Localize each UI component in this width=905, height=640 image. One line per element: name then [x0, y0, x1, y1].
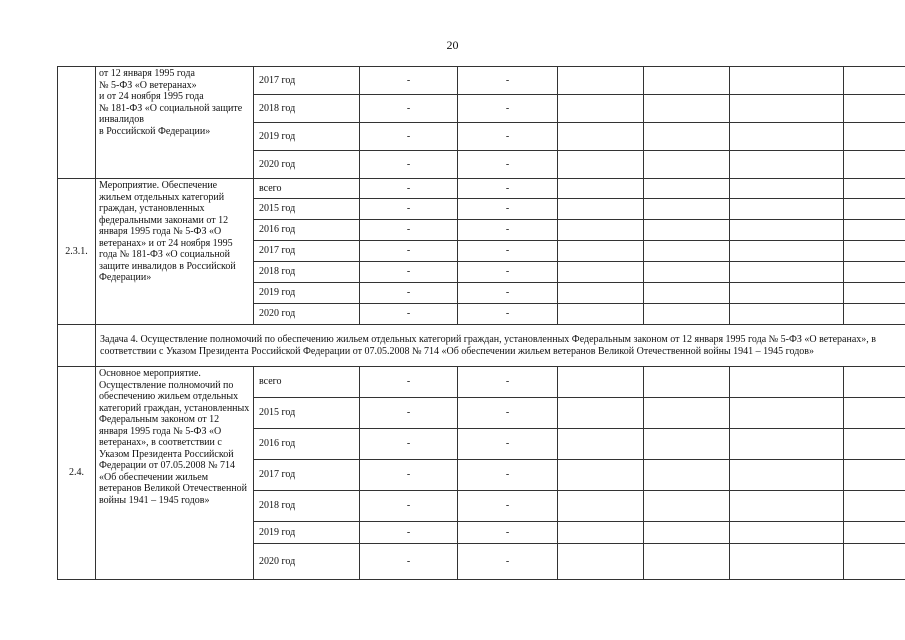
value-cell: - — [360, 199, 458, 220]
value-cell: - — [458, 429, 558, 460]
row-number: 2.4. — [58, 367, 96, 580]
empty-cell — [730, 429, 844, 460]
empty-cell — [558, 367, 644, 398]
empty-cell — [558, 95, 644, 123]
period-cell: 2020 год — [254, 151, 360, 179]
value-cell: - — [458, 283, 558, 304]
value-cell: - — [360, 283, 458, 304]
empty-cell — [558, 67, 644, 95]
value-cell: - — [360, 179, 458, 199]
empty-cell — [730, 398, 844, 429]
empty-cell — [730, 491, 844, 522]
measure-name: Основное мероприятие. Осуществление полномочий по обеспечению жильем отдельных категорий граждан, установленных Федеральным законом от 12 января 1995 года № 5-ФЗ «О ветеранах», в соответствии с Указом Президента Российской Федерации от 07.05.2008 № 714 «Об обеспечении жильем ветеранов Великой Отечественной войны 1941 – 1945 годов» — [96, 367, 254, 580]
empty-cell — [844, 398, 905, 429]
value-cell: - — [458, 67, 558, 95]
period-cell: 2019 год — [254, 283, 360, 304]
empty-cell — [644, 522, 730, 544]
empty-cell — [558, 429, 644, 460]
empty-cell — [730, 367, 844, 398]
value-cell: - — [458, 151, 558, 179]
value-cell: - — [458, 460, 558, 491]
value-cell: - — [360, 67, 458, 95]
empty-cell — [844, 283, 905, 304]
empty-cell — [644, 151, 730, 179]
value-cell: - — [458, 199, 558, 220]
value-cell: - — [458, 522, 558, 544]
period-cell: 2016 год — [254, 429, 360, 460]
empty-cell — [558, 304, 644, 325]
period-cell: 2018 год — [254, 262, 360, 283]
empty-cell — [558, 179, 644, 199]
empty-cell — [558, 522, 644, 544]
empty-cell — [644, 283, 730, 304]
period-cell: 2015 год — [254, 398, 360, 429]
task-row — [58, 325, 905, 367]
empty-cell — [644, 429, 730, 460]
row-number — [58, 67, 96, 179]
value-cell: - — [458, 241, 558, 262]
empty-cell — [844, 304, 905, 325]
empty-cell — [644, 123, 730, 151]
value-cell: - — [458, 123, 558, 151]
period-cell: 2016 год — [254, 220, 360, 241]
measure-name: Мероприятие. Обеспечение жильем отдельных категорий граждан, установленных федеральными законами от 12 января 1995 года № 5-ФЗ «О ветеранах» и от 24 ноября 1995 года № 181-ФЗ «О социальной защите инвалидов в Российской Федерации» — [96, 179, 254, 325]
empty-cell — [844, 262, 905, 283]
empty-cell — [844, 151, 905, 179]
period-cell: 2017 год — [254, 241, 360, 262]
empty-cell — [844, 179, 905, 199]
measure-name: от 12 января 1995 года № 5-ФЗ «О ветеранах» и от 24 ноября 1995 года № 181-ФЗ «О социальной защите инвалидов в Российской Федерации» — [96, 67, 254, 179]
empty-cell — [644, 220, 730, 241]
value-cell: - — [458, 179, 558, 199]
empty-cell — [844, 544, 905, 580]
table-row — [58, 367, 905, 398]
empty-cell — [730, 522, 844, 544]
empty-cell — [644, 460, 730, 491]
value-cell: - — [360, 95, 458, 123]
empty-cell — [558, 123, 644, 151]
value-cell: - — [458, 544, 558, 580]
period-cell: 2017 год — [254, 460, 360, 491]
period-cell: всего — [254, 367, 360, 398]
empty-cell — [558, 199, 644, 220]
value-cell: - — [458, 220, 558, 241]
page-number: 20 — [446, 38, 459, 52]
empty-cell — [844, 220, 905, 241]
value-cell: - — [360, 123, 458, 151]
period-cell: 2017 год — [254, 67, 360, 95]
empty-cell — [558, 460, 644, 491]
value-cell: - — [360, 151, 458, 179]
empty-cell — [558, 220, 644, 241]
table-row — [58, 67, 905, 95]
empty-cell — [844, 199, 905, 220]
period-cell: 2018 год — [254, 491, 360, 522]
empty-cell — [844, 429, 905, 460]
value-cell: - — [458, 262, 558, 283]
empty-cell — [730, 179, 844, 199]
empty-cell — [730, 67, 844, 95]
empty-cell — [644, 398, 730, 429]
empty-cell — [644, 67, 730, 95]
value-cell: - — [360, 522, 458, 544]
table-row — [58, 179, 905, 199]
value-cell: - — [360, 544, 458, 580]
empty-cell — [730, 460, 844, 491]
empty-cell — [644, 241, 730, 262]
period-cell: 2019 год — [254, 123, 360, 151]
empty-cell — [730, 95, 844, 123]
empty-cell — [644, 367, 730, 398]
empty-cell — [844, 123, 905, 151]
empty-cell — [730, 262, 844, 283]
value-cell: - — [458, 304, 558, 325]
value-cell: - — [360, 460, 458, 491]
value-cell: - — [360, 398, 458, 429]
empty-cell — [730, 151, 844, 179]
empty-cell — [644, 95, 730, 123]
empty-cell — [558, 491, 644, 522]
period-cell: всего — [254, 179, 360, 199]
empty-cell — [558, 241, 644, 262]
empty-cell — [558, 283, 644, 304]
value-cell: - — [458, 95, 558, 123]
value-cell: - — [458, 367, 558, 398]
empty-cell — [730, 123, 844, 151]
empty-cell — [644, 544, 730, 580]
value-cell: - — [360, 367, 458, 398]
value-cell: - — [360, 241, 458, 262]
empty-cell — [730, 544, 844, 580]
period-cell: 2020 год — [254, 304, 360, 325]
value-cell: - — [360, 220, 458, 241]
empty-cell — [558, 151, 644, 179]
empty-cell — [644, 199, 730, 220]
empty-cell — [844, 67, 905, 95]
empty-cell — [644, 491, 730, 522]
value-cell: - — [360, 262, 458, 283]
empty-cell — [844, 95, 905, 123]
empty-cell — [730, 199, 844, 220]
program-table — [57, 66, 905, 580]
value-cell: - — [360, 491, 458, 522]
empty-cell — [730, 220, 844, 241]
value-cell: - — [360, 429, 458, 460]
value-cell: - — [458, 398, 558, 429]
empty-cell — [844, 460, 905, 491]
period-cell: 2018 год — [254, 95, 360, 123]
empty-cell — [730, 241, 844, 262]
period-cell: 2015 год — [254, 199, 360, 220]
empty-cell — [730, 304, 844, 325]
empty-cell — [844, 367, 905, 398]
empty-cell — [558, 398, 644, 429]
row-number: 2.3.1. — [58, 179, 96, 325]
empty-cell — [844, 522, 905, 544]
period-cell: 2019 год — [254, 522, 360, 544]
value-cell: - — [458, 491, 558, 522]
empty-cell — [558, 544, 644, 580]
task-heading: Задача 4. Осуществление полномочий по обеспечению жильем отдельных категорий граждан, установленных Федеральным законом от 12 января 1995 года № 5-ФЗ «О ветеранах», в соответствии с Указом Президента Российской Федерации от 07.05.2008 № 714 «Об обеспечении жильем ветеранов Великой Отечественной войны 1941 – 1945 годов» — [96, 325, 905, 367]
value-cell: - — [360, 304, 458, 325]
empty-cell — [558, 262, 644, 283]
empty-cell — [730, 283, 844, 304]
empty-cell — [644, 262, 730, 283]
empty-cell — [844, 491, 905, 522]
empty-cell — [644, 179, 730, 199]
row-number — [58, 325, 96, 367]
period-cell: 2020 год — [254, 544, 360, 580]
empty-cell — [844, 241, 905, 262]
empty-cell — [644, 304, 730, 325]
